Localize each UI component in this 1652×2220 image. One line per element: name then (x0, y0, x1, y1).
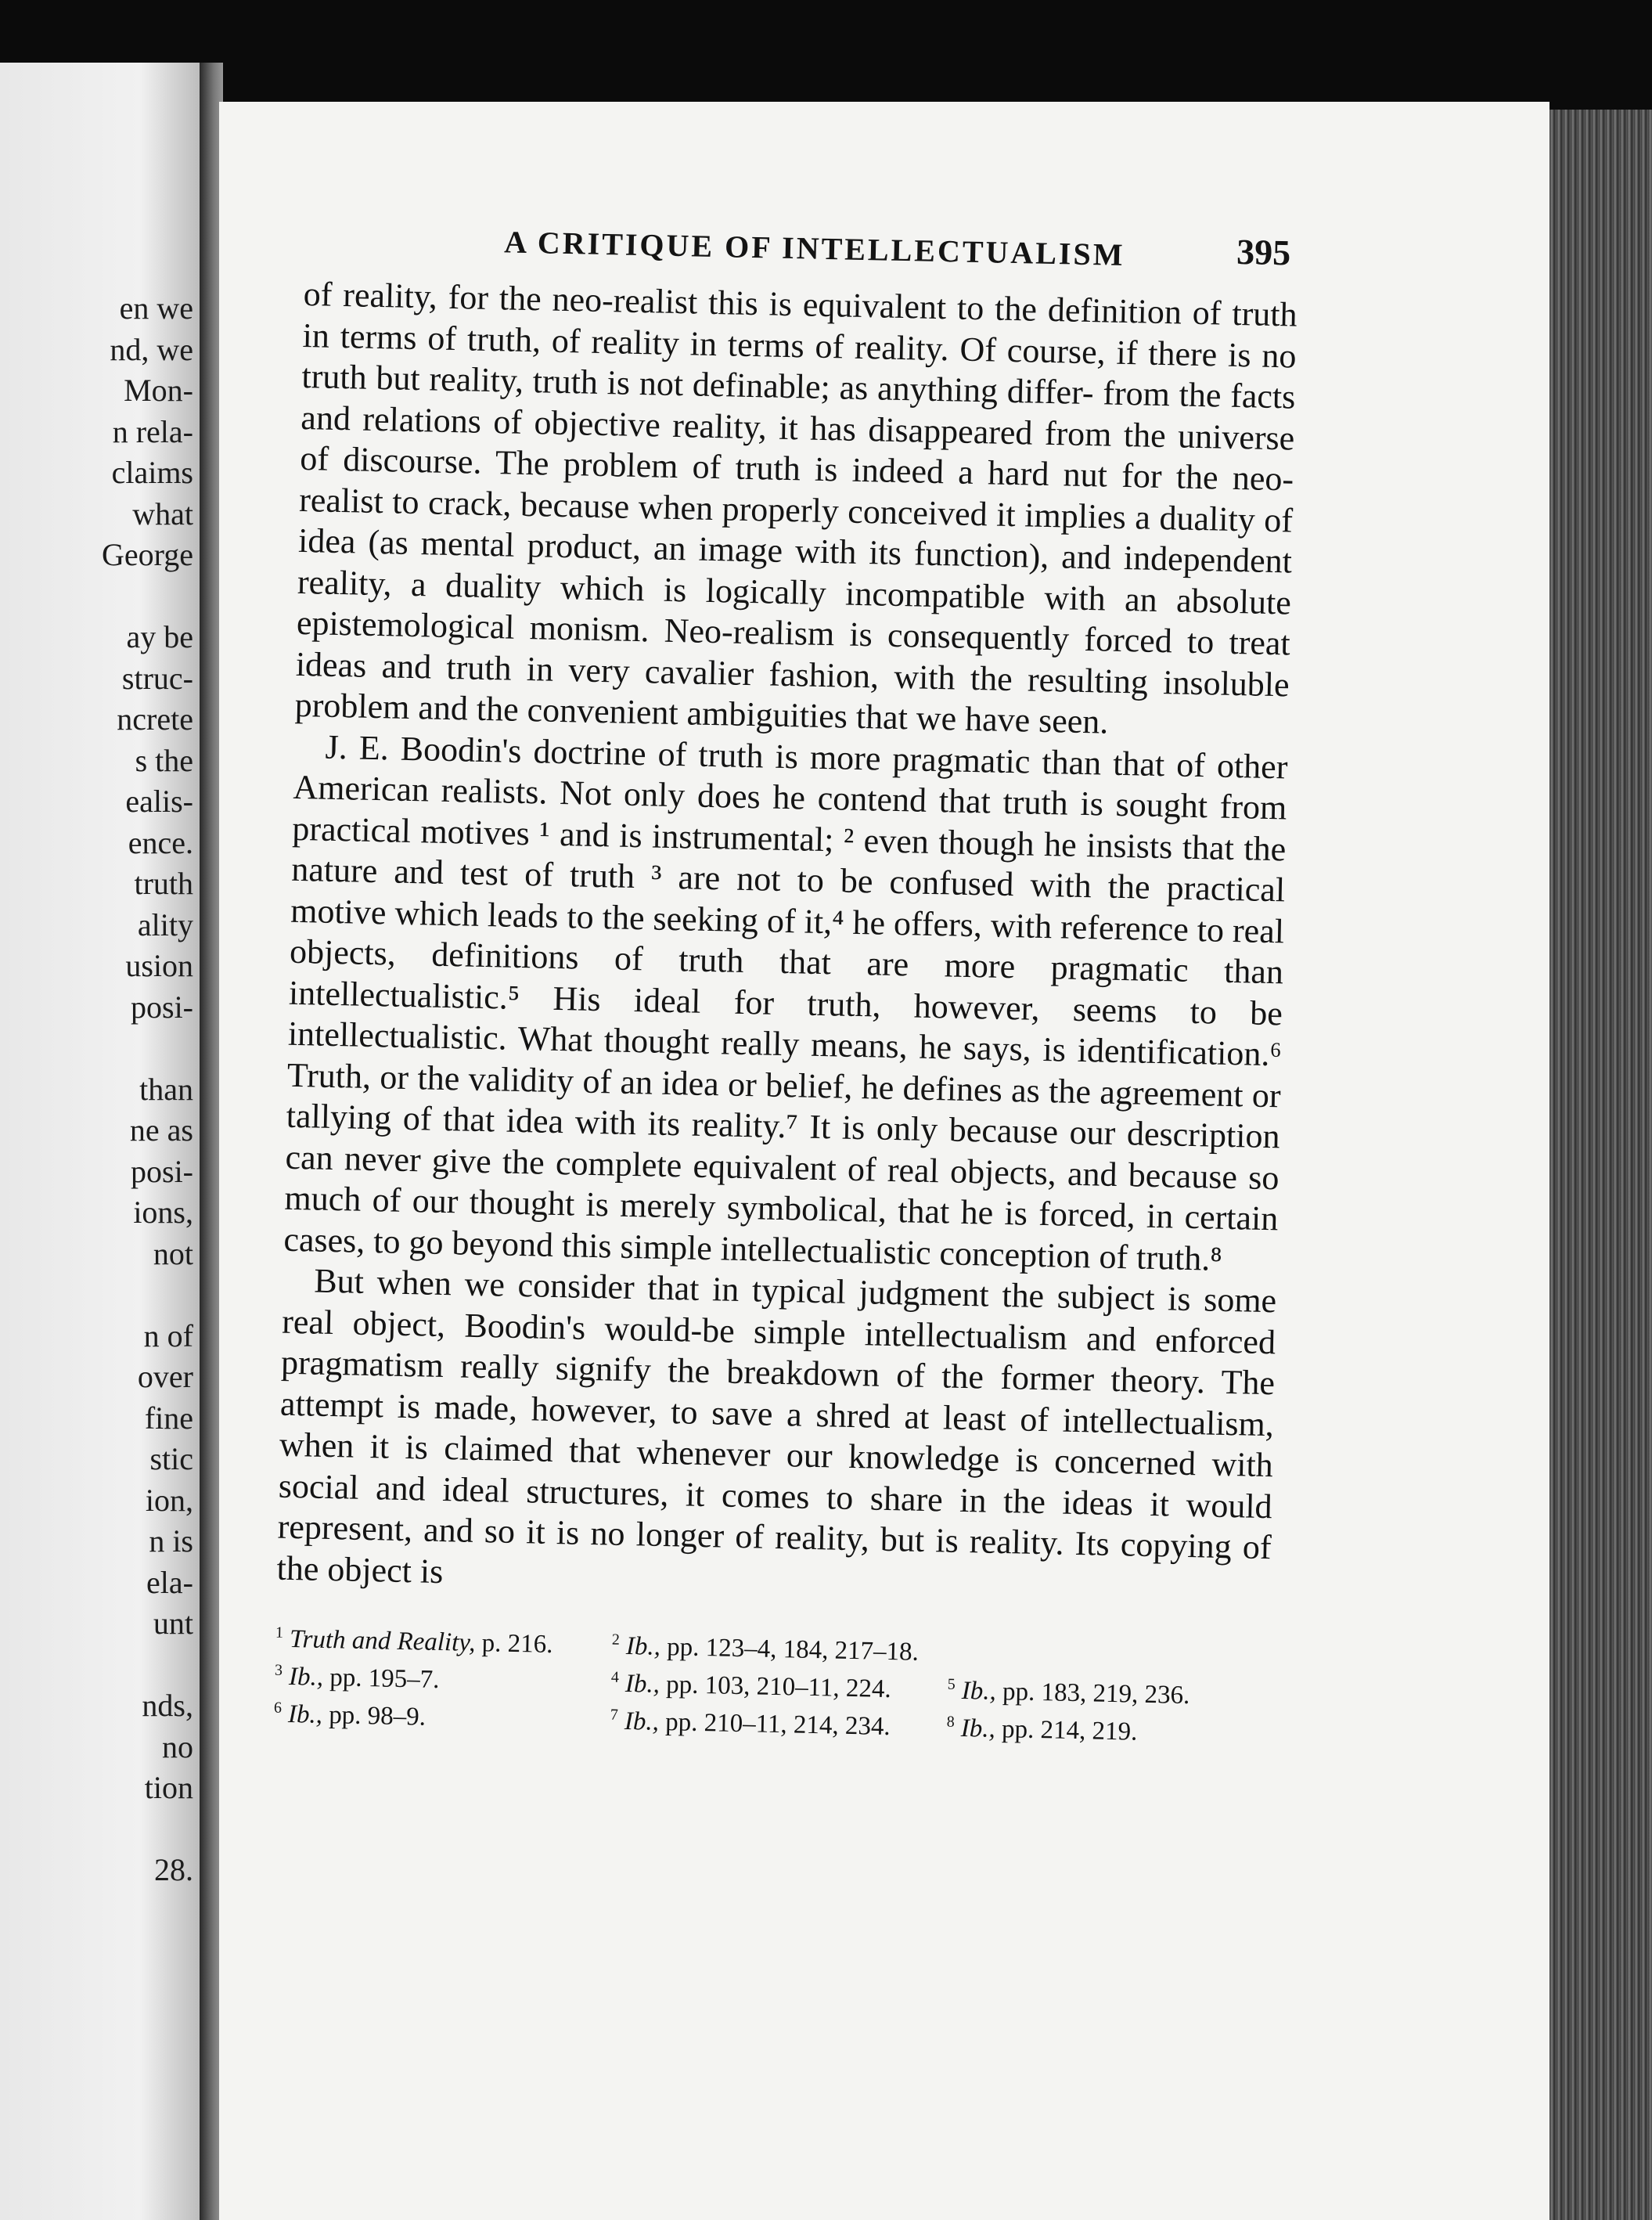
left-page-text-fragment: n rela- (112, 413, 193, 449)
footnote (946, 1706, 1268, 1751)
footnote-reference: Ib., (961, 1676, 997, 1706)
left-page-text-fragment: ncrete (117, 701, 193, 737)
left-page-text-fragment: not (153, 1235, 193, 1271)
left-page-text-fragment: over (137, 1359, 193, 1394)
page-number: 395 (1236, 231, 1291, 273)
footnote-reference: Ib., (624, 1669, 660, 1699)
left-page-text-fragment: stic (149, 1441, 193, 1476)
footnote (611, 1624, 933, 1669)
footnote-pages: pp. 103, 210–11, 224. (659, 1670, 892, 1704)
footnote-pages: pp. 123–4, 184, 217–18. (660, 1632, 920, 1667)
left-page-edge (0, 63, 200, 2220)
footnote-reference: Ib., (960, 1714, 996, 1743)
left-page-text-fragment: posi- (131, 1153, 193, 1189)
page-edges (1549, 110, 1652, 2220)
footnote-pages: pp. 195–7. (322, 1663, 440, 1694)
left-page-text-fragment: ne as (129, 1112, 193, 1148)
left-page-text-fragment: ence. (128, 824, 193, 860)
left-page-text-fragment: ay be (126, 619, 193, 654)
left-page-text-fragment: tion (144, 1770, 193, 1805)
left-page-text-fragment: ela- (146, 1564, 193, 1600)
footnote (274, 1655, 596, 1699)
left-page-text-fragment: nds, (142, 1688, 193, 1723)
left-page-text-fragment: usion (125, 948, 193, 983)
footnote-pages: p. 216. (475, 1628, 553, 1660)
footnote-pages: pp. 214, 219. (995, 1714, 1138, 1746)
footnote (273, 1692, 595, 1737)
footnote (948, 1631, 1269, 1676)
left-page-text-fragment: n of (143, 1317, 193, 1353)
footnote-mark: 1 (275, 1624, 284, 1642)
footnote-pages: pp. 183, 219, 236. (995, 1677, 1190, 1710)
left-page-text-fragment: Mon- (124, 373, 193, 408)
footnote-pages: pp. 98–9. (322, 1700, 426, 1732)
footnote-reference: Ib., (287, 1699, 323, 1729)
paragraph: J. E. Boodin's doctrine of truth is more pragmatic than that of other American realists. Not only does he contend that truth is sought from practical motives ¹ and is instrumental; ² even though he insists that the nature and test of truth ³ are not to be confused with the practical motive which leads to the seeking of it,⁴ he offers, with reference to real objects, definitions of truth that are more pragmatic than intellectualistic.⁵ His ideal for truth, however, seems to be intellectualistic. What thought really means, he says, is identification.⁶ Truth, or the validity of an idea or belief, he defines as the agreement or tallying of that idea with its reality.⁷ It is only because our description can never give the complete equivalent of real objects, and because so much of our thought is merely symbolical, that he is forced, in certain cases, to go beyond this simple intellectualistic conception of truth.⁸ (283, 727, 1288, 1278)
footnote-pages: pp. 210–11, 214, 234. (658, 1707, 891, 1742)
left-page-text-fragment: claims (111, 455, 193, 490)
left-page-text-fragment: en we (119, 290, 193, 326)
left-page-text-fragment: posi- (131, 989, 193, 1025)
footnote (610, 1699, 931, 1744)
left-page-text-fragment: no (162, 1728, 193, 1764)
footnote (610, 1662, 932, 1706)
footnote-mark: 4 (610, 1668, 620, 1686)
footnote-reference: Ib., (624, 1706, 660, 1736)
left-page-text-fragment: ality (137, 906, 193, 942)
paragraph: of reality, for the neo-realist this is equivalent to the definition of truth in terms of truth, of reality in terms of reality. Of course, if there is no truth but reality, truth is not definable; as anything differ- from the facts and relations of objective reality, it has disappeared from the universe of discourse. The problem of truth is indeed a hard nut for the neo-realist to crack, because when properly conceived it implies a duality of idea (as mental product, an image with its function), and independent reality, a duality which is logically incompatible with an absolute epistemological monism. Neo-realism is consequently forced to treat ideas and truth in very cavalier fashion, with the resulting insoluble problem and the convenient ambiguities that we have seen. (294, 274, 1298, 741)
footnote-mark: 2 (611, 1631, 621, 1649)
footnote-mark: 6 (273, 1699, 283, 1717)
footnote-mark: 3 (274, 1661, 283, 1679)
footnote-mark: 8 (946, 1713, 955, 1731)
left-page-text-fragment: ealis- (125, 784, 193, 819)
left-page-text-fragment: truth (134, 866, 193, 901)
left-page-text-fragment: ion, (145, 1482, 193, 1518)
left-page-text-fragment: n is (149, 1523, 193, 1559)
left-page-text-fragment: than (139, 1071, 193, 1107)
footnote-reference: Ib., (625, 1631, 661, 1661)
left-page-text-fragment: fine (144, 1400, 193, 1436)
left-page-text-fragment: struc- (121, 660, 193, 696)
left-page-text-fragment: George (102, 537, 193, 572)
paragraph: But when we consider that in typical judgment the subject is some real object, Boodin's would-be simple intellectualism and enforced pragmatism really signify the breakdown of the former theory. The attempt is made, however, to save a shred at least of intellectualism, when it is claimed that whenever our knowledge is concerned with social and ideal structures, it comes to share in the ideas it would represent, and so it is no longer of reality, but is reality. Its copying of the object is (276, 1261, 1277, 1591)
left-page-text-fragment: nd, we (110, 331, 193, 367)
footnotes (273, 1617, 1269, 1751)
left-page-text-fragment: s the (135, 742, 193, 778)
page-content (273, 211, 1298, 1750)
footnote-reference: Truth and Reality, (289, 1624, 476, 1657)
footnote-mark: 7 (610, 1706, 619, 1724)
left-page-text-fragment: what (132, 496, 193, 532)
footnote-mark: 5 (947, 1675, 956, 1693)
footnote-reference: Ib., (288, 1662, 324, 1692)
left-page-text-fragment: unt (153, 1606, 193, 1641)
left-page-text-fragment: 28. (154, 1852, 193, 1887)
left-page-text-fragment: ions, (133, 1195, 193, 1230)
footnote (947, 1669, 1269, 1714)
running-head: A CRITIQUE OF INTELLECTUALISM (503, 224, 1125, 272)
footnote (275, 1617, 596, 1662)
